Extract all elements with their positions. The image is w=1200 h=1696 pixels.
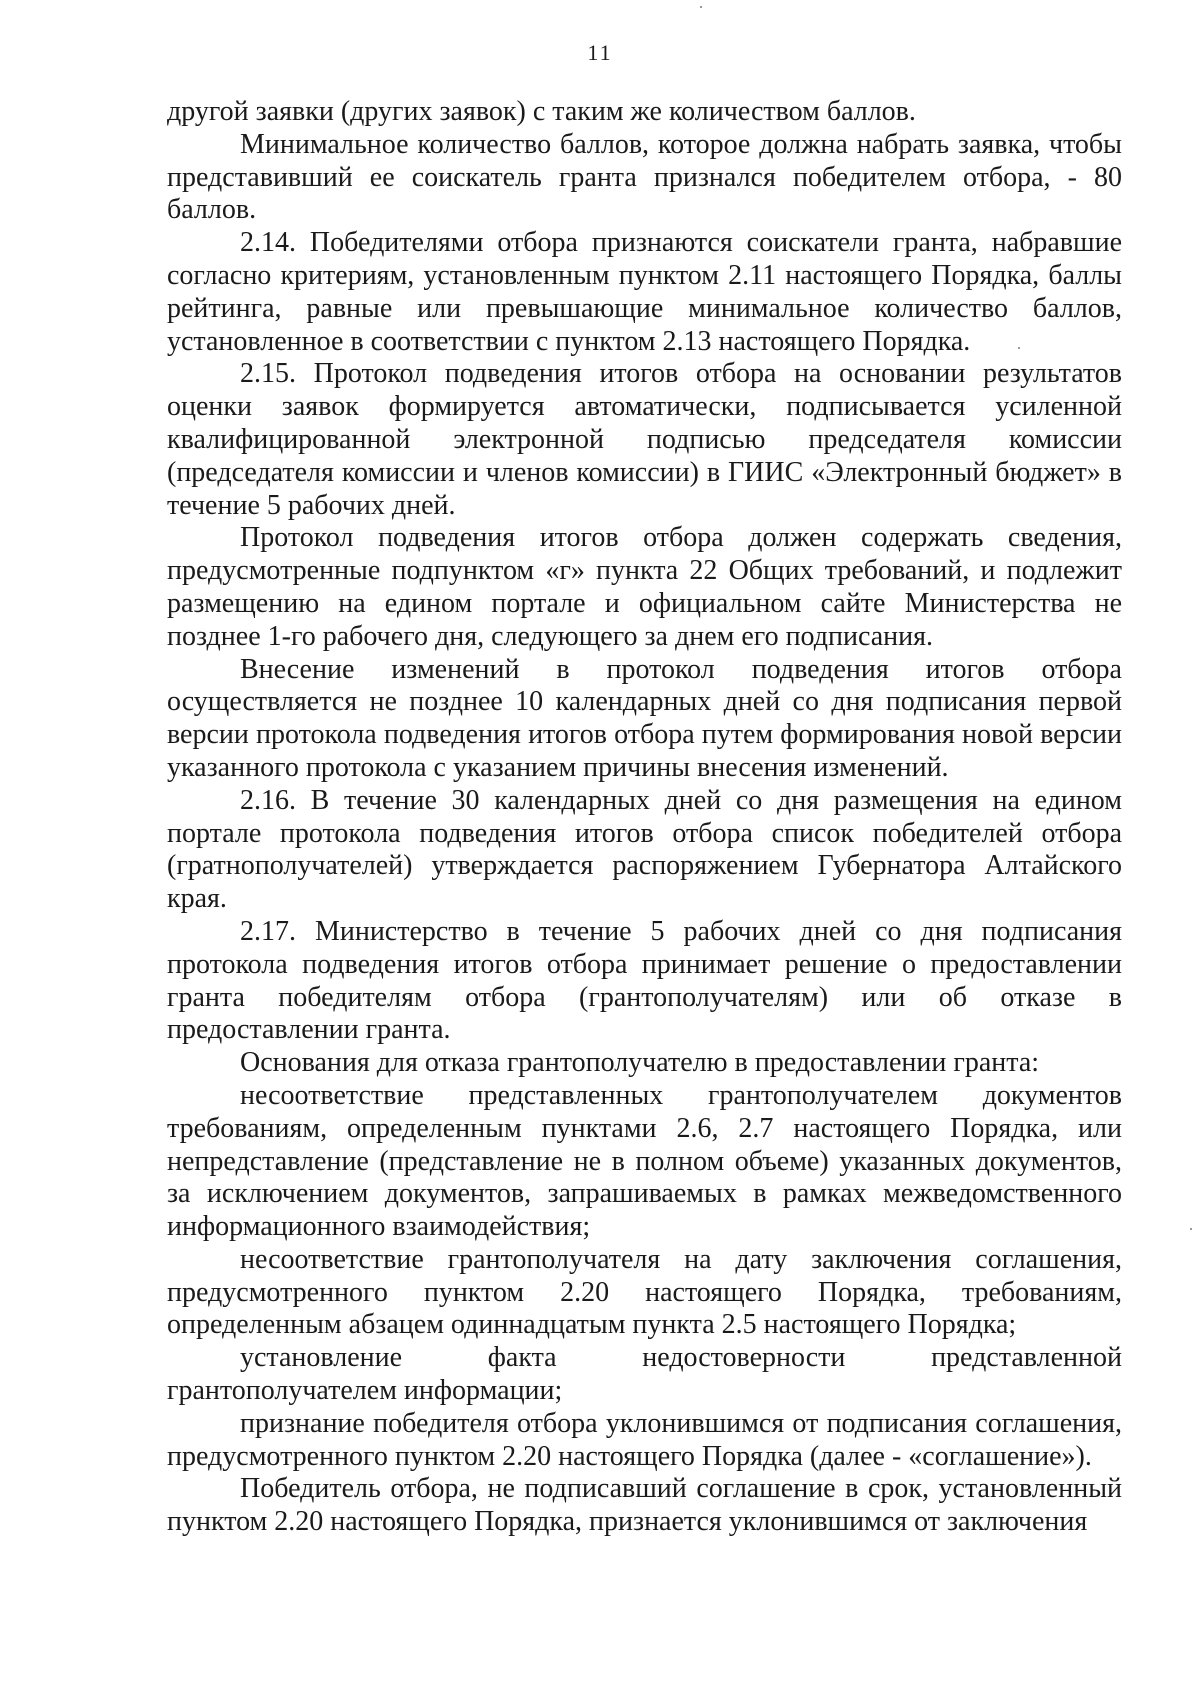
list-item-evasion: признание победителя отбора уклонившимся от подписания соглашения, предусмотренного пунктом 2.20 настоящего Порядка (далее - «соглашение»). [167, 1407, 1122, 1472]
paragraph-2-14: 2.14. Победителями отбора признаются соискатели гранта, набравшие согласно критериям, установленным пунктом 2.11 настоящего Порядка, баллы рейтинга, равные или превышающие минимальное количество баллов, установленное в соответствии с пунктом 2.13 настоящего Порядка. [167, 227, 1122, 357]
paragraph-2-17: 2.17. Министерство в течение 5 рабочих дней со дня подписания протокола подведения итогов отбора принимает решение о предоставлении гранта победителям отбора (грантополучателям) или об отказе в предоставлении гранта. [167, 915, 1122, 1046]
paragraph-2-16: 2.16. В течение 30 календарных дней со дня размещения на едином портале протокола подведения итогов отбора список победителей отбора (гратнополучателей) утверждается распоряжением Губернатора Алтайского края. [167, 784, 1122, 915]
paragraph-2-15: 2.15. Протокол подведения итогов отбора на основании результатов оценки заявок формируется автоматически, подписывается усиленной квалифицированной электронной подписью председателя комиссии (председателя комиссии и членов комиссии) в ГИИС «Электронный бюджет» в течение 5 рабочих дней. [167, 358, 1122, 521]
paragraph-protocol-contents: Протокол подведения итогов отбора должен содержать сведения, предусмотренные подпунктом «г» пункта 22 Общих требований, и подлежит размещению на едином портале и официальном сайте Министерства не позднее 1-го рабочего дня, следующего за днем его подписания. [167, 522, 1122, 652]
scan-speck [1018, 347, 1020, 349]
scan-speck [1190, 1228, 1192, 1230]
paragraph-protocol-changes: Внесение изменений в протокол подведения итогов отбора осуществляется не позднее 10 календарных дней со дня подписания первой версии протокола подведения итогов отбора путем формирования новой версии указанного протокола с указанием причины внесения изменений. [167, 653, 1122, 783]
paragraph-minimum-score: Минимальное количество баллов, которое должна набрать заявка, чтобы представивший ее соискатель гранта признался победителем отбора, - 80 баллов. [167, 128, 1122, 226]
list-item-false-information: установление факта недостоверности представленной грантополучателем информации; [167, 1342, 1122, 1407]
paragraph-refusal-grounds: Основания для отказа грантополучателю в предоставлении гранта: [240, 1047, 1040, 1079]
scan-speck [700, 6, 702, 8]
document-text [167, 96, 1122, 1539]
paragraph-evasion-rule: Победитель отбора, не подписавший соглашение в срок, установленный пунктом 2.20 настоящего Порядка, признается уклонившимся от заключения [167, 1473, 1122, 1538]
page-number: 11 [587, 40, 613, 65]
paragraph-continuation: другой заявки (других заявок) с таким же количеством баллов. [167, 96, 916, 127]
list-item-requirements-mismatch: несоответствие грантополучателя на дату заключения соглашения, предусмотренного пунктом 2.20 настоящего Порядка, требованиям, определенным абзацем одиннадцатым пункта 2.5 настоящего Порядка; [167, 1243, 1122, 1341]
list-item-documents-mismatch: несоответствие представленных грантополучателем документов требованиям, определенным пунктами 2.6, 2.7 настоящего Порядка, или непредставление (представление не в полном объеме) указанных документов, за исключением документов, запрашиваемых в рамках межведомственного информационного взаимодействия; [167, 1079, 1122, 1243]
